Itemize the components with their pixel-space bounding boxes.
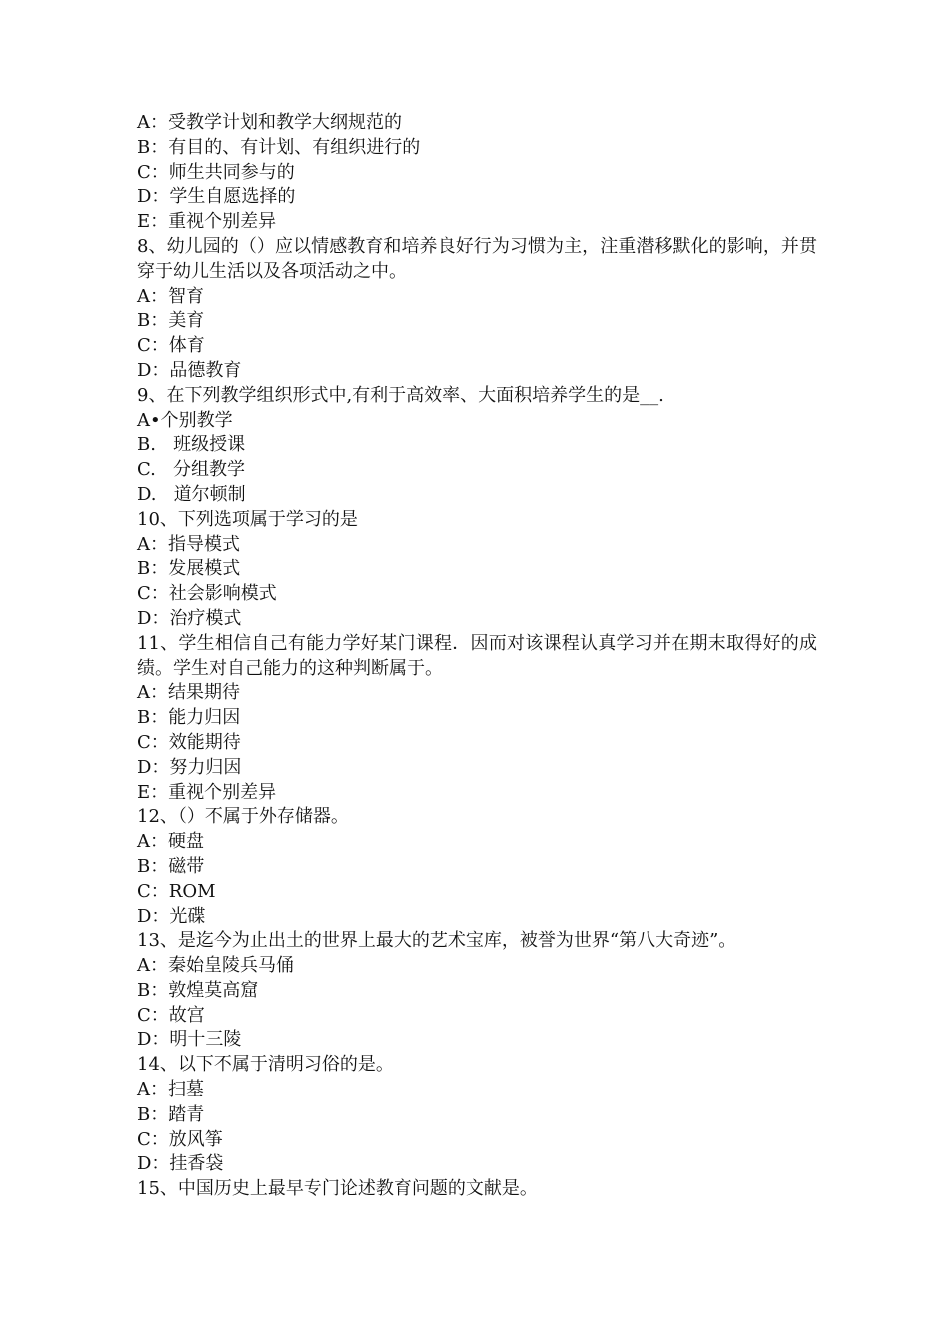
q12-option-b: B：磁带 — [137, 855, 205, 877]
option-d-text: D：学生自愿选择的 — [137, 186, 296, 208]
option-c-text: C：师生共同参与的 — [137, 161, 295, 183]
q12-option-c: C：ROM — [137, 880, 216, 902]
question-11: 11、学生相信自己有能力学好某门课程．因而对该课程认真学习并在期末取得好的成绩。学生对自己能力的这种判断属于。 — [137, 632, 817, 679]
q10-option-c: C：社会影响模式 — [137, 583, 277, 605]
q9-option-d: D. 道尔顿制 — [137, 483, 246, 505]
option-b-text: B：有目的、有计划、有组织进行的 — [137, 136, 421, 158]
question-9: 9、在下列教学组织形式中,有利于高效率、大面积培养学生的是__. — [137, 384, 664, 406]
document-page — [137, 111, 817, 1202]
q8-option-b: B：美育 — [137, 310, 205, 332]
q10-option-a: A：指导模式 — [137, 533, 240, 555]
q10-option-d: D：治疗模式 — [137, 607, 242, 629]
q11-option-a: A：结果期待 — [137, 682, 240, 704]
q9-option-b: B. 班级授课 — [137, 434, 246, 456]
q11-option-d: D：努力归因 — [137, 756, 242, 778]
q8-option-d: D：品德教育 — [137, 359, 242, 381]
q14-option-b: B：踏青 — [137, 1103, 205, 1125]
q10-option-b: B：发展模式 — [137, 558, 241, 580]
question-12: 12、（）不属于外存储器。 — [137, 806, 349, 828]
q8-option-a: A：智育 — [137, 285, 204, 307]
q14-option-d: D：挂香袋 — [137, 1153, 224, 1175]
q8-option-c: C：体育 — [137, 335, 205, 357]
question-10: 10、下列选项属于学习的是 — [137, 508, 358, 530]
q13-option-a: A：秦始皇陵兵马俑 — [137, 955, 294, 977]
q12-option-a: A：硬盘 — [137, 831, 204, 853]
q13-option-b: B：敦煌莫高窟 — [137, 979, 259, 1001]
option-a-text: A：受教学计划和教学大纲规范的 — [137, 112, 402, 133]
q11-option-c: C：效能期待 — [137, 731, 241, 753]
q14-option-c: C：放风筝 — [137, 1128, 223, 1150]
question-15: 15、中国历史上最早专门论述教育问题的文献是。 — [137, 1178, 538, 1200]
q13-option-d: D：明十三陵 — [137, 1029, 242, 1051]
q9-option-c: C. 分组教学 — [137, 459, 246, 481]
q12-option-d: D：光碟 — [137, 905, 206, 927]
q11-option-e: E：重视个别差异 — [137, 781, 277, 803]
question-8: 8、幼儿园的（）应以情感教育和培养良好行为习惯为主，注重潜移默化的影响，并贯穿于幼儿生活以及各项活动之中。 — [137, 235, 817, 282]
option-e-text: E：重视个别差异 — [137, 211, 277, 233]
q14-option-a: A：扫墓 — [137, 1079, 204, 1101]
q13-option-c: C：故宫 — [137, 1004, 205, 1026]
question-14: 14、以下不属于清明习俗的是。 — [137, 1054, 394, 1076]
q11-option-b: B：能力归因 — [137, 707, 241, 729]
question-13: 13、是迄今为止出土的世界上最大的艺术宝库，被誉为世界“第八大奇迹”。 — [137, 930, 737, 952]
q9-option-a: A•个别教学 — [137, 409, 233, 431]
